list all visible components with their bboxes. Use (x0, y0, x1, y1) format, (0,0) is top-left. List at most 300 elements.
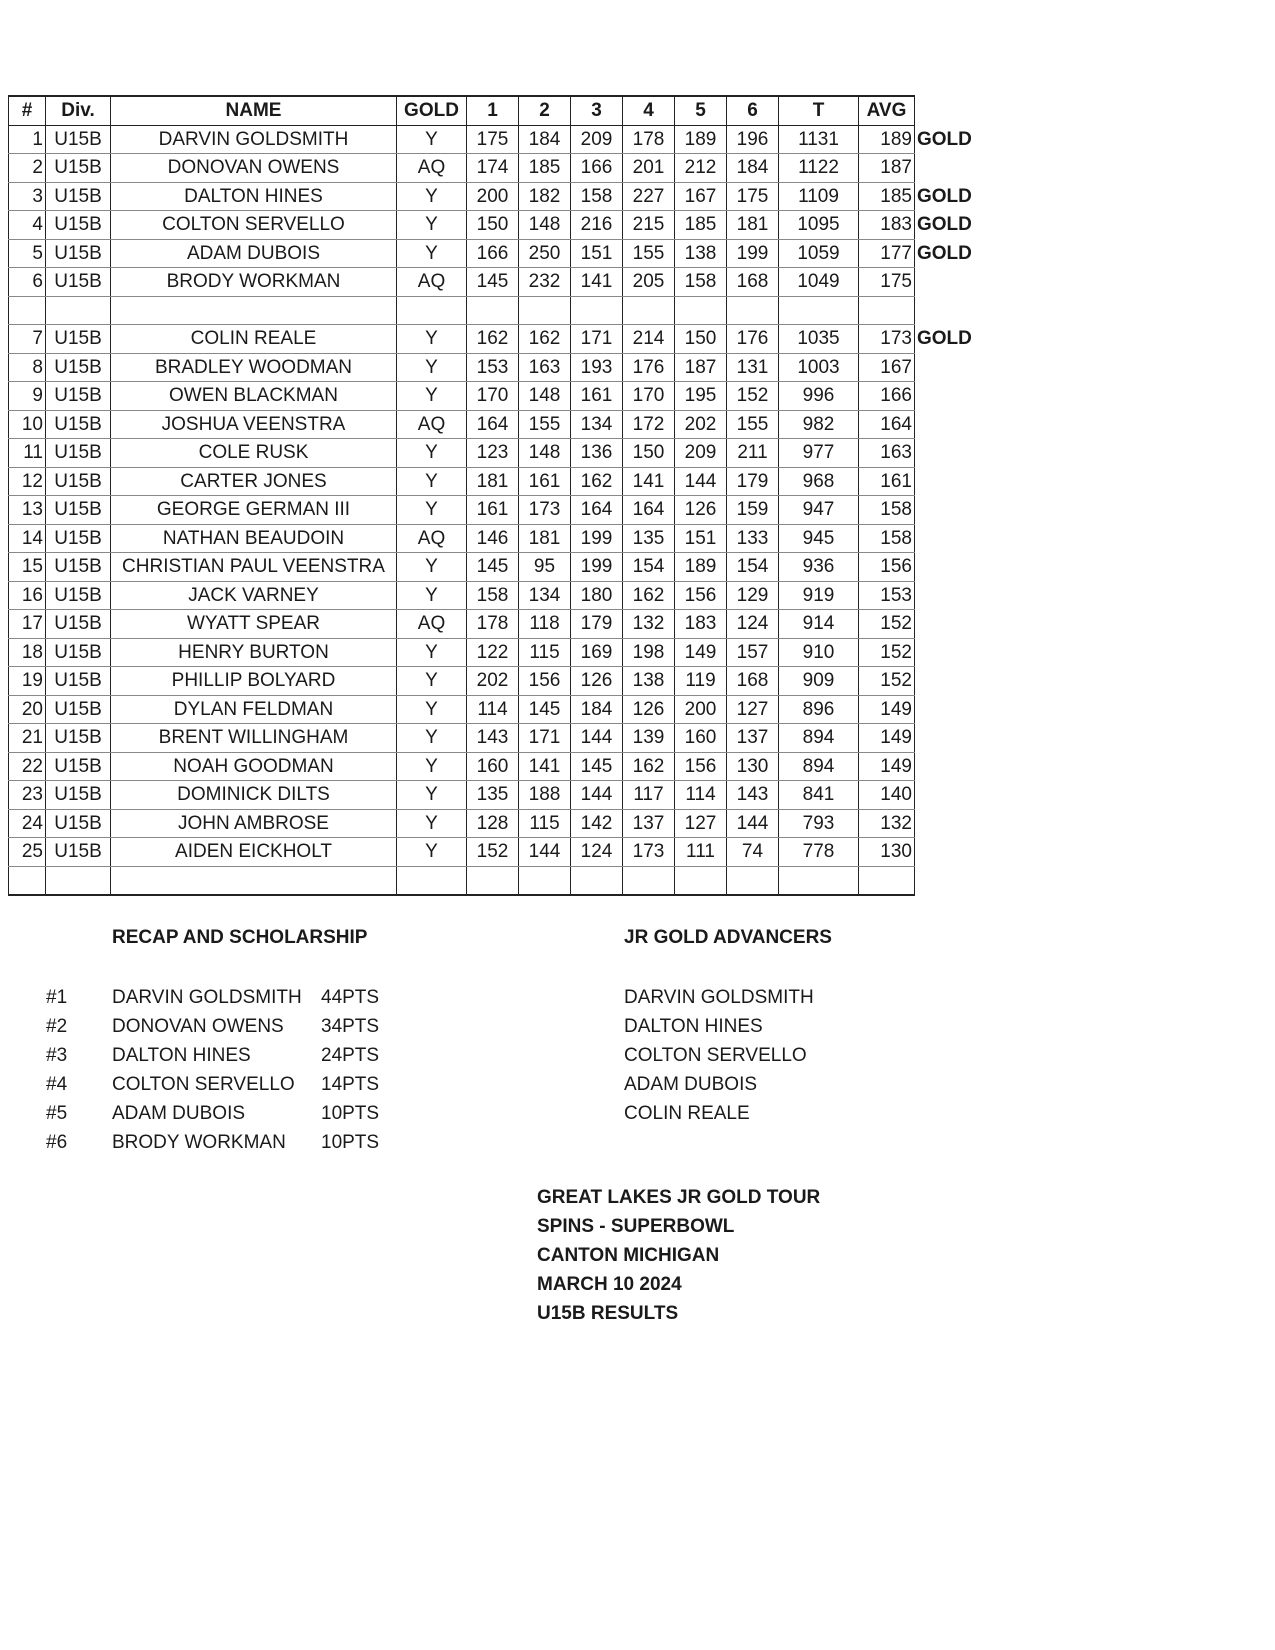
table-row (9, 410, 985, 439)
row-game-1: 114 (467, 695, 519, 724)
recap-points: 14PTS (321, 1074, 380, 1095)
row-game-1: 146 (467, 524, 519, 553)
row-total: 968 (779, 467, 859, 496)
row-game-4: 139 (623, 724, 675, 753)
row-game-1: 143 (467, 724, 519, 753)
row-rank: 17 (9, 610, 46, 639)
row-game-5: 114 (675, 781, 727, 810)
row-game-6: 168 (727, 667, 779, 696)
row-gold-flag (915, 439, 985, 468)
recap-place: #5 (46, 1103, 68, 1124)
row-game-6: 143 (727, 781, 779, 810)
row-gold-flag (915, 667, 985, 696)
row-division: U15B (46, 182, 111, 211)
row-game-2: 181 (519, 524, 571, 553)
row-name: NATHAN BEAUDOIN (111, 524, 397, 553)
row-game-2: 141 (519, 752, 571, 781)
table-row (9, 667, 985, 696)
row-game-6: 124 (727, 610, 779, 639)
row-game-5: 156 (675, 581, 727, 610)
row-gold-flag (915, 581, 985, 610)
row-name: OWEN BLACKMAN (111, 382, 397, 411)
recap-item (46, 983, 426, 1012)
row-game-5: 138 (675, 239, 727, 268)
row-game-5: 150 (675, 325, 727, 354)
row-division: U15B (46, 353, 111, 382)
row-game-6: 179 (727, 467, 779, 496)
advancer-name: ADAM DUBOIS (624, 1074, 758, 1095)
row-game-5: 149 (675, 638, 727, 667)
row-game-4: 215 (623, 211, 675, 240)
table-row (9, 496, 985, 525)
row-average: 149 (859, 695, 915, 724)
row-game-1: 170 (467, 382, 519, 411)
row-average: 152 (859, 638, 915, 667)
row-game-5: 212 (675, 154, 727, 183)
row-gold: Y (397, 125, 467, 154)
recap-name: BRODY WORKMAN (112, 1132, 286, 1153)
row-game-5: 209 (675, 439, 727, 468)
row-rank: 4 (9, 211, 46, 240)
row-total: 1122 (779, 154, 859, 183)
row-name: CHRISTIAN PAUL VEENSTRA (111, 553, 397, 582)
row-game-5: 156 (675, 752, 727, 781)
row-division: U15B (46, 496, 111, 525)
row-game-3: 179 (571, 610, 623, 639)
row-game-5: 189 (675, 125, 727, 154)
row-game-4: 126 (623, 695, 675, 724)
row-division: U15B (46, 610, 111, 639)
header-name: NAME (111, 96, 397, 125)
row-division: U15B (46, 325, 111, 354)
row-game-4: 205 (623, 268, 675, 297)
row-average: 167 (859, 353, 915, 382)
row-game-6: 74 (727, 838, 779, 867)
row-rank: 3 (9, 182, 46, 211)
recap-points: 10PTS (321, 1132, 380, 1153)
row-game-5: 183 (675, 610, 727, 639)
row-game-4: 162 (623, 752, 675, 781)
row-game-6: 127 (727, 695, 779, 724)
row-game-1: 162 (467, 325, 519, 354)
row-game-4: 132 (623, 610, 675, 639)
row-game-3: 161 (571, 382, 623, 411)
row-name: COLE RUSK (111, 439, 397, 468)
header-game-1: 1 (467, 96, 519, 125)
row-gold-flag: GOLD (917, 128, 972, 150)
recap-name: DARVIN GOLDSMITH (112, 987, 302, 1008)
row-total: 1131 (779, 125, 859, 154)
row-game-1: 175 (467, 125, 519, 154)
table-row (9, 268, 985, 297)
row-rank: 2 (9, 154, 46, 183)
row-gold: AQ (397, 410, 467, 439)
row-division: U15B (46, 781, 111, 810)
row-game-6: 137 (727, 724, 779, 753)
row-name: NOAH GOODMAN (111, 752, 397, 781)
row-rank: 1 (9, 125, 46, 154)
advancer-name: DARVIN GOLDSMITH (624, 987, 814, 1008)
row-total: 982 (779, 410, 859, 439)
row-game-2: 185 (519, 154, 571, 183)
row-gold-flag (915, 638, 985, 667)
event-date: MARCH 10 2024 (537, 1274, 682, 1295)
row-game-1: 181 (467, 467, 519, 496)
row-division: U15B (46, 724, 111, 753)
row-game-3: 144 (571, 724, 623, 753)
row-rank: 21 (9, 724, 46, 753)
row-gold-flag (915, 467, 985, 496)
row-average: 173 (859, 325, 915, 354)
row-gold: Y (397, 581, 467, 610)
row-game-5: 200 (675, 695, 727, 724)
row-total: 1035 (779, 325, 859, 354)
table-row (9, 695, 985, 724)
row-gold: Y (397, 553, 467, 582)
row-game-5: 144 (675, 467, 727, 496)
recap-place: #2 (46, 1016, 68, 1037)
row-name: BRENT WILLINGHAM (111, 724, 397, 753)
row-game-1: 153 (467, 353, 519, 382)
row-game-3: 216 (571, 211, 623, 240)
advancers-list (624, 983, 814, 1128)
row-division: U15B (46, 695, 111, 724)
row-name: DALTON HINES (111, 182, 397, 211)
row-game-6: 154 (727, 553, 779, 582)
row-name: DONOVAN OWENS (111, 154, 397, 183)
row-game-5: 158 (675, 268, 727, 297)
row-game-1: 174 (467, 154, 519, 183)
row-game-4: 162 (623, 581, 675, 610)
row-game-3: 184 (571, 695, 623, 724)
row-gold: Y (397, 439, 467, 468)
row-total: 910 (779, 638, 859, 667)
row-division: U15B (46, 524, 111, 553)
row-game-2: 171 (519, 724, 571, 753)
row-game-6: 175 (727, 182, 779, 211)
table-row (9, 182, 985, 211)
row-game-3: 169 (571, 638, 623, 667)
recap-item (46, 1128, 426, 1157)
table-row (9, 382, 985, 411)
row-gold: Y (397, 239, 467, 268)
row-game-6: 131 (727, 353, 779, 382)
row-game-6: 144 (727, 809, 779, 838)
row-game-3: 180 (571, 581, 623, 610)
row-division: U15B (46, 239, 111, 268)
recap-item (46, 1070, 426, 1099)
row-game-5: 126 (675, 496, 727, 525)
row-division: U15B (46, 667, 111, 696)
row-average: 161 (859, 467, 915, 496)
header-game-2: 2 (519, 96, 571, 125)
table-row (9, 809, 985, 838)
row-game-4: 172 (623, 410, 675, 439)
header-game-4: 4 (623, 96, 675, 125)
row-average: 158 (859, 496, 915, 525)
row-game-2: 188 (519, 781, 571, 810)
row-gold: Y (397, 496, 467, 525)
row-average: 153 (859, 581, 915, 610)
table-row (9, 838, 985, 867)
row-game-2: 155 (519, 410, 571, 439)
row-game-2: 95 (519, 553, 571, 582)
recap-points: 24PTS (321, 1045, 380, 1066)
row-game-2: 162 (519, 325, 571, 354)
row-game-4: 150 (623, 439, 675, 468)
row-gold-flag (915, 410, 985, 439)
header-game-6: 6 (727, 96, 779, 125)
row-name: COLIN REALE (111, 325, 397, 354)
row-game-2: 250 (519, 239, 571, 268)
row-game-3: 141 (571, 268, 623, 297)
row-game-1: 166 (467, 239, 519, 268)
row-rank: 12 (9, 467, 46, 496)
row-division: U15B (46, 467, 111, 496)
row-gold-flag (915, 752, 985, 781)
row-total: 778 (779, 838, 859, 867)
table-blank-row (9, 866, 985, 895)
row-gold: Y (397, 724, 467, 753)
table-row (9, 610, 985, 639)
row-game-3: 164 (571, 496, 623, 525)
row-game-6: 133 (727, 524, 779, 553)
row-average: 132 (859, 809, 915, 838)
row-gold: Y (397, 838, 467, 867)
table-row (9, 638, 985, 667)
row-game-1: 161 (467, 496, 519, 525)
row-game-4: 138 (623, 667, 675, 696)
row-average: 130 (859, 838, 915, 867)
row-name: AIDEN EICKHOLT (111, 838, 397, 867)
row-average: 187 (859, 154, 915, 183)
row-game-2: 145 (519, 695, 571, 724)
row-rank: 14 (9, 524, 46, 553)
recap-points: 10PTS (321, 1103, 380, 1124)
row-gold: Y (397, 382, 467, 411)
recap-item (46, 1012, 426, 1041)
row-game-3: 166 (571, 154, 623, 183)
row-name: JACK VARNEY (111, 581, 397, 610)
row-average: 152 (859, 610, 915, 639)
row-gold: Y (397, 781, 467, 810)
recap-item (46, 1099, 426, 1128)
row-name: HENRY BURTON (111, 638, 397, 667)
row-average: 177 (859, 239, 915, 268)
row-gold: Y (397, 752, 467, 781)
row-game-6: 184 (727, 154, 779, 183)
row-rank: 10 (9, 410, 46, 439)
recap-name: ADAM DUBOIS (112, 1103, 246, 1124)
row-game-1: 178 (467, 610, 519, 639)
header-gold: GOLD (397, 96, 467, 125)
recap-title: RECAP AND SCHOLARSHIP (112, 927, 368, 948)
row-total: 996 (779, 382, 859, 411)
row-game-6: 176 (727, 325, 779, 354)
row-gold-flag (915, 838, 985, 867)
row-game-6: 196 (727, 125, 779, 154)
row-game-3: 209 (571, 125, 623, 154)
table-blank-row (9, 296, 985, 325)
row-total: 977 (779, 439, 859, 468)
row-game-5: 187 (675, 353, 727, 382)
row-game-6: 159 (727, 496, 779, 525)
row-rank: 15 (9, 553, 46, 582)
row-game-1: 123 (467, 439, 519, 468)
recap-place: #1 (46, 987, 68, 1008)
header-total: T (779, 96, 859, 125)
row-division: U15B (46, 382, 111, 411)
recap-list (46, 983, 426, 1157)
row-game-3: 199 (571, 553, 623, 582)
advancer-name: COLTON SERVELLO (624, 1045, 807, 1066)
header-rank: # (9, 96, 46, 125)
row-gold-flag (915, 553, 985, 582)
row-game-1: 158 (467, 581, 519, 610)
recap-place: #3 (46, 1045, 68, 1066)
row-gold: AQ (397, 610, 467, 639)
row-division: U15B (46, 410, 111, 439)
recap-points: 34PTS (321, 1016, 380, 1037)
row-total: 914 (779, 610, 859, 639)
row-average: 163 (859, 439, 915, 468)
row-average: 152 (859, 667, 915, 696)
row-game-2: 148 (519, 211, 571, 240)
row-division: U15B (46, 581, 111, 610)
row-total: 936 (779, 553, 859, 582)
row-gold: AQ (397, 268, 467, 297)
table-row (9, 752, 985, 781)
table-header-row (9, 96, 985, 125)
row-game-2: 163 (519, 353, 571, 382)
row-game-1: 145 (467, 553, 519, 582)
row-division: U15B (46, 268, 111, 297)
row-game-1: 202 (467, 667, 519, 696)
table-row (9, 211, 985, 240)
row-rank: 18 (9, 638, 46, 667)
row-name: DOMINICK DILTS (111, 781, 397, 810)
row-gold: AQ (397, 154, 467, 183)
row-name: WYATT SPEAR (111, 610, 397, 639)
row-total: 1095 (779, 211, 859, 240)
row-total: 894 (779, 752, 859, 781)
row-rank: 8 (9, 353, 46, 382)
row-game-3: 126 (571, 667, 623, 696)
row-name: CARTER JONES (111, 467, 397, 496)
recap-points: 44PTS (321, 987, 380, 1008)
row-name: PHILLIP BOLYARD (111, 667, 397, 696)
results-table (8, 95, 985, 896)
row-name: DYLAN FELDMAN (111, 695, 397, 724)
row-average: 166 (859, 382, 915, 411)
event-location: CANTON MICHIGAN (537, 1245, 720, 1266)
row-rank: 24 (9, 809, 46, 838)
row-division: U15B (46, 211, 111, 240)
recap-place: #4 (46, 1074, 68, 1095)
row-gold-flag (915, 496, 985, 525)
row-game-3: 145 (571, 752, 623, 781)
event-venue: SPINS - SUPERBOWL (537, 1216, 735, 1237)
row-gold-flag (915, 524, 985, 553)
table-row (9, 439, 985, 468)
row-rank: 7 (9, 325, 46, 354)
row-game-6: 129 (727, 581, 779, 610)
row-gold-flag (915, 154, 985, 183)
row-gold-flag (915, 353, 985, 382)
row-game-2: 173 (519, 496, 571, 525)
row-gold: Y (397, 182, 467, 211)
recap-place: #6 (46, 1132, 68, 1153)
row-game-5: 189 (675, 553, 727, 582)
row-gold-flag (915, 695, 985, 724)
recap-name: DONOVAN OWENS (112, 1016, 284, 1037)
row-division: U15B (46, 439, 111, 468)
row-gold-flag (915, 268, 985, 297)
row-total: 894 (779, 724, 859, 753)
event-results-label: U15B RESULTS (537, 1303, 679, 1324)
row-gold-flag (915, 382, 985, 411)
row-name: JOHN AMBROSE (111, 809, 397, 838)
row-division: U15B (46, 125, 111, 154)
table-row (9, 781, 985, 810)
row-game-3: 193 (571, 353, 623, 382)
row-gold: Y (397, 695, 467, 724)
row-gold: Y (397, 638, 467, 667)
row-name: ADAM DUBOIS (111, 239, 397, 268)
row-rank: 22 (9, 752, 46, 781)
table-row (9, 325, 985, 354)
row-game-6: 152 (727, 382, 779, 411)
row-total: 896 (779, 695, 859, 724)
row-gold-flag: GOLD (917, 242, 972, 264)
row-game-3: 142 (571, 809, 623, 838)
row-game-5: 111 (675, 838, 727, 867)
row-game-2: 148 (519, 439, 571, 468)
recap-name: DALTON HINES (112, 1045, 251, 1066)
row-game-3: 136 (571, 439, 623, 468)
row-name: DARVIN GOLDSMITH (111, 125, 397, 154)
event-info (537, 1183, 820, 1328)
row-game-3: 162 (571, 467, 623, 496)
advancers-title: JR GOLD ADVANCERS (624, 927, 832, 948)
row-game-2: 156 (519, 667, 571, 696)
row-game-6: 157 (727, 638, 779, 667)
row-total: 945 (779, 524, 859, 553)
row-division: U15B (46, 838, 111, 867)
row-rank: 11 (9, 439, 46, 468)
row-game-6: 181 (727, 211, 779, 240)
row-average: 149 (859, 752, 915, 781)
row-game-3: 151 (571, 239, 623, 268)
row-average: 189 (859, 125, 915, 154)
row-average: 183 (859, 211, 915, 240)
row-division: U15B (46, 553, 111, 582)
row-game-4: 227 (623, 182, 675, 211)
row-game-5: 160 (675, 724, 727, 753)
row-rank: 20 (9, 695, 46, 724)
row-game-5: 151 (675, 524, 727, 553)
row-game-1: 200 (467, 182, 519, 211)
row-game-1: 128 (467, 809, 519, 838)
row-name: GEORGE GERMAN III (111, 496, 397, 525)
row-average: 140 (859, 781, 915, 810)
row-average: 156 (859, 553, 915, 582)
row-total: 841 (779, 781, 859, 810)
row-game-6: 130 (727, 752, 779, 781)
table-row (9, 154, 985, 183)
table-row (9, 125, 985, 154)
row-game-5: 167 (675, 182, 727, 211)
